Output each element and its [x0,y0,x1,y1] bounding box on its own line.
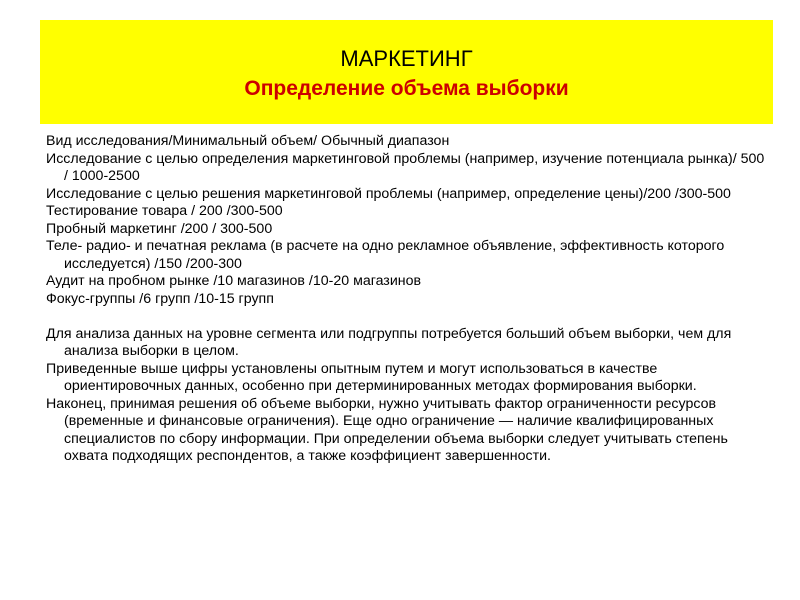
body-paragraph: Фокус-группы /6 групп /10-15 групп [46,290,274,307]
slide-subtitle: Определение объема выборки [244,77,569,100]
body-paragraph: Приведенные выше цифры установлены опытным путем и могут использоваться в качестве ориентировочных данных, особенно при детерминированных методах формирования выборки. [46,360,697,394]
slide-body [46,133,766,466]
body-paragraph: Исследование с целью решения маркетинговой проблемы (например, определение цены)/200 /300-500 [46,185,731,202]
body-paragraph: Теле- радио- и печатная реклама (в расчете на одно рекламное объявление, эффективность которого исследуется) /150 /200-300 [46,238,725,272]
body-paragraph: Тестирование товара / 200 /300-500 [46,203,283,219]
body-paragraph: Аудит на пробном рынке /10 магазинов /10-20 магазинов [46,273,422,289]
body-paragraph: Исследование с целью определения маркетинговой проблемы (например, изучение потенциала рынка)/ 500 / 1000-2500 [46,150,765,184]
body-paragraph: Для анализа данных на уровне сегмента или подгруппы потребуется больший объем выборки, чем для анализа выборки в целом. [46,325,732,359]
body-paragraph: Вид исследования/Минимальный объем/ Обычный диапазон [46,133,450,149]
title-band [40,20,773,124]
body-paragraph: Наконец, принимая решения об объеме выборки, нужно учитывать фактор ограниченности ресурсов (временные и финансовые ограничения). Еще одно ограничение — наличие квалифицированных специалистов по сбору информации. При определении объема выборки следует учитывать степень охвата подходящих респондентов, а также коэффициент завершенности. [46,395,728,464]
slide-title: МАРКЕТИНГ [340,46,473,71]
paragraph-gap [46,308,766,326]
body-paragraph: Пробный маркетинг /200 / 300-500 [46,220,273,237]
